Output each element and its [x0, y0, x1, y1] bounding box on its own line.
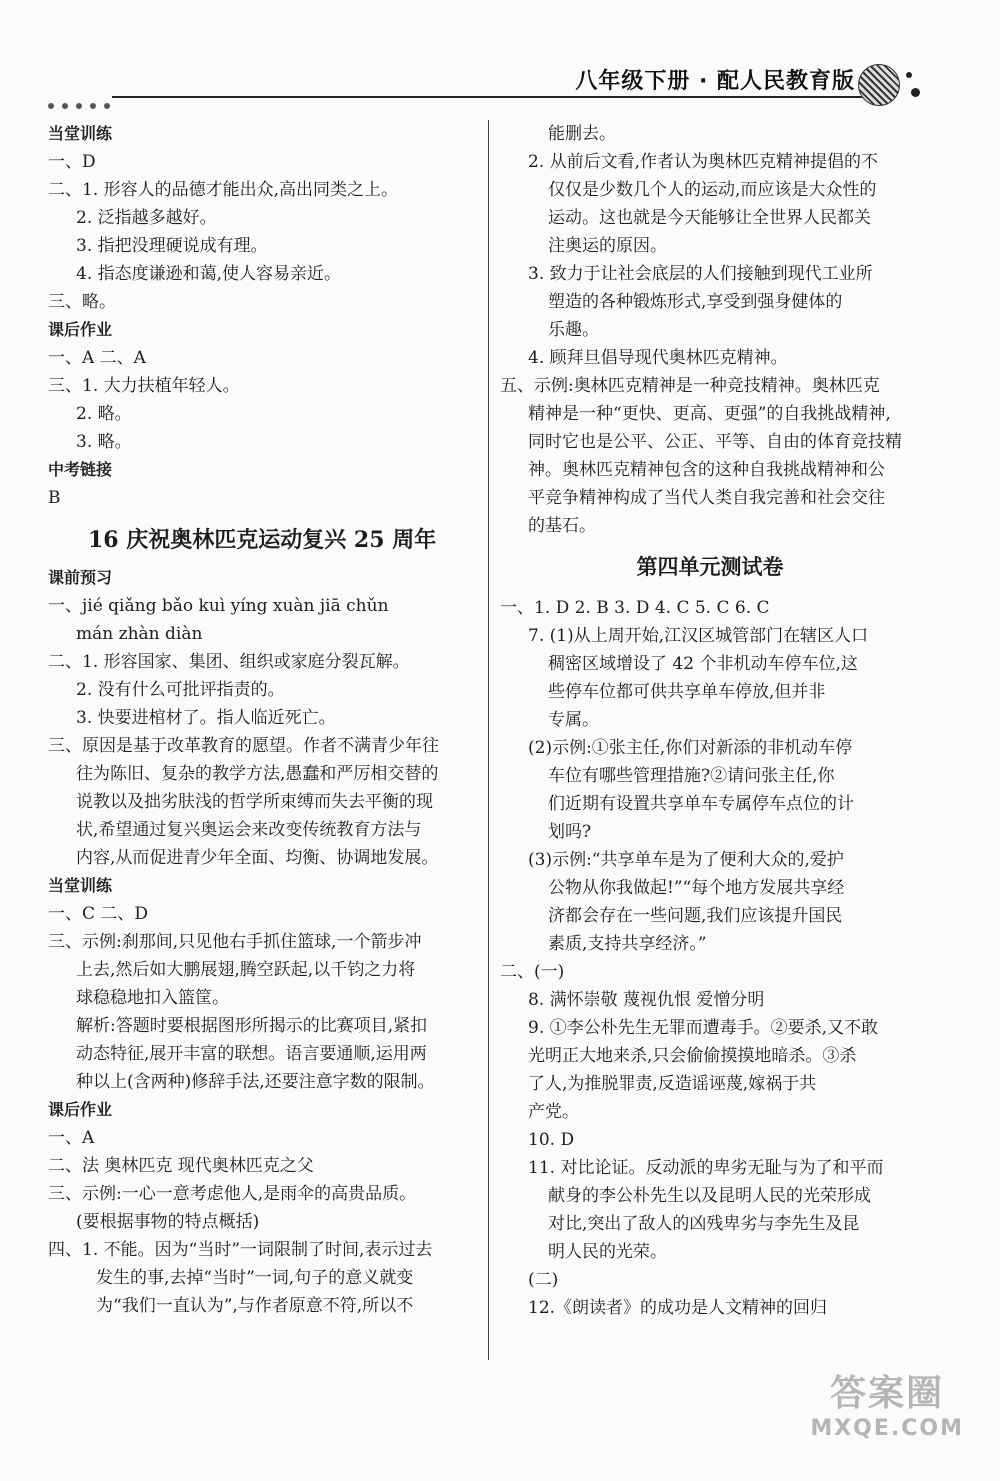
answer-line: 10. D: [528, 1130, 575, 1150]
answer-line: 状,希望通过复兴奥运会来改变传统教育方法与: [76, 820, 422, 840]
answer-line: 们近期有设置共享单车专属停车点位的计: [548, 794, 854, 814]
watermark-logo: [810, 1365, 964, 1441]
answer-line: 运动。这也就是今天能够让全世界人民都关: [548, 208, 871, 228]
section-heading: 当堂训练: [48, 876, 113, 895]
decorative-dot: [911, 88, 920, 97]
answer-line: 二、法 奥林匹克 现代奥林匹克之父: [48, 1156, 314, 1176]
answer-line: 仅仅是少数几个人的运动,而应该是大众性的: [548, 180, 877, 200]
answer-line: 上去,然后如大鹏展翅,腾空跃起,以千钧之力将: [76, 960, 416, 980]
answer-line: 五、示例:奥林匹克精神是一种竞技精神。奥林匹克: [500, 376, 880, 396]
answer-line: 神。奥林匹克精神包含的这种自我挑战精神和公: [528, 460, 885, 480]
answer-line: 光明正大地来杀,只会偷偷摸摸地暗杀。③杀: [528, 1046, 857, 1066]
answer-line: 一、A 二、A: [48, 348, 146, 368]
answer-line: 三、原因是基于改革教育的愿望。作者不满青少年往: [48, 736, 439, 756]
answer-line: 一、jié qiǎng bǎo kuì yíng xuàn jiā chǔn: [48, 596, 389, 616]
answer-line: 二、1. 形容国家、集团、组织或家庭分裂瓦解。: [48, 652, 410, 672]
section-heading: 课后作业: [48, 1100, 113, 1119]
answer-line: 对比,突出了敌人的凶残卑劣与李先生及昆: [548, 1214, 860, 1234]
answer-line: 同时它也是公平、公正、平等、自由的体育竞技精: [528, 432, 902, 452]
answer-line: 乐趣。: [548, 320, 599, 340]
answer-line: 一、D: [48, 152, 96, 172]
answer-line: 3. 略。: [76, 432, 132, 452]
answer-line: mán zhàn diàn: [76, 624, 203, 644]
answer-line: 四、1. 不能。因为“当时”一词限制了时间,表示过去: [48, 1240, 433, 1260]
answer-line: 些停车位都可供共享单车停放,但并非: [548, 682, 826, 702]
decorative-dot: [906, 72, 912, 78]
section-heading: 中考链接: [48, 460, 113, 479]
answer-line: 注奥运的原因。: [548, 236, 667, 256]
basketball-icon: [858, 64, 900, 106]
answer-line: 球稳稳地扣入篮筐。: [76, 988, 229, 1008]
answer-line: 一、C 二、D: [48, 904, 149, 924]
answer-line: 解析:答题时要根据图形所揭示的比赛项目,紧扣: [76, 1016, 428, 1036]
answer-line: 能删去。: [548, 124, 616, 144]
answer-line: 车位有哪些管理措施?②请问张主任,你: [548, 766, 835, 786]
answer-line: 2. 从前后文看,作者认为奥林匹克精神提倡的不: [528, 152, 879, 172]
header-rule: [112, 96, 882, 98]
answer-line: 平竞争精神构成了当代人类自我完善和社会交往: [528, 488, 885, 508]
answer-line: 塑造的各种锻炼形式,享受到强身健体的: [548, 292, 843, 312]
answer-line: (3)示例:“共享单车是为了便利大众的,爱护: [528, 850, 844, 870]
answer-line: 一、1. D 2. B 3. D 4. C 5. C 6. C: [500, 598, 770, 618]
answer-line: 二、1. 形容人的品德才能出众,高出同类之上。: [48, 180, 399, 200]
answer-line: 献身的李公朴先生以及昆明人民的光荣形成: [548, 1186, 871, 1206]
answer-line: 精神是一种“更快、更高、更强”的自我挑战精神,: [528, 404, 891, 424]
right-column: [500, 120, 920, 1322]
answer-line: 11. 对比论证。反动派的卑劣无耻与为了和平而: [528, 1158, 884, 1178]
answer-line: 2. 没有什么可批评指责的。: [76, 680, 285, 700]
answer-line: 4. 顾拜旦倡导现代奥林匹克精神。: [528, 348, 788, 368]
unit-test-title: 第四单元测试卷: [636, 555, 784, 579]
answer-line: 往为陈旧、复杂的教学方法,愚蠢和严厉相交替的: [76, 764, 439, 784]
answer-line: 内容,从而促进青少年全面、均衡、协调地发展。: [76, 848, 439, 868]
left-column: [48, 120, 488, 1320]
answer-line: 9. ①李公朴先生无罪而遭毒手。②要杀,又不敢: [528, 1018, 879, 1038]
answer-line: 产党。: [528, 1102, 579, 1122]
answer-line: 三、示例:一心一意考虑他人,是雨伞的高贵品质。: [48, 1184, 417, 1204]
answer-line: 了人,为推脱罪责,反造谣诬蔑,嫁祸于共: [528, 1074, 817, 1094]
lesson-title: 16 庆祝奥林匹克运动复兴 25 周年: [88, 527, 437, 553]
answer-line: 三、示例:刹那间,只见他右手抓住篮球,一个箭步冲: [48, 932, 422, 952]
answer-line: 说教以及拙劣肤浅的哲学所束缚而失去平衡的现: [76, 792, 433, 812]
answer-line: 12.《朗读者》的成功是人文精神的回归: [528, 1298, 828, 1318]
answer-line: (2)示例:①张主任,你们对新添的非机动车停: [528, 738, 853, 758]
answer-line: 2. 略。: [76, 404, 132, 424]
answer-line: 3. 快要进棺材了。指人临近死亡。: [76, 708, 336, 728]
watermark-url: MXQE.COM: [810, 1416, 964, 1441]
answer-line: (二): [528, 1270, 559, 1290]
answer-line: 三、略。: [48, 292, 116, 312]
answer-line: 二、(一): [500, 962, 565, 982]
answer-line: 的基石。: [528, 516, 596, 536]
column-divider: [488, 120, 489, 1360]
answer-line: 7. (1)从上周开始,江汉区城管部门在辖区人口: [528, 626, 869, 646]
section-heading: 当堂训练: [48, 124, 113, 143]
header-title: 八年级下册 · 配人民教育版: [575, 69, 855, 94]
answer-line: 素质,支持共享经济。”: [548, 934, 707, 954]
answer-line: 专属。: [548, 710, 599, 730]
answer-line: 为“我们一直认为”,与作者原意不符,所以不: [96, 1296, 414, 1316]
header-dots-decoration: [48, 94, 118, 104]
answer-line: 一、A: [48, 1128, 95, 1148]
answer-line: B: [48, 488, 61, 508]
answer-line: 发生的事,去掉“当时”一词,句子的意义就变: [96, 1268, 414, 1288]
answer-line: 3. 致力于让社会底层的人们接触到现代工业所: [528, 264, 873, 284]
answer-line: 3. 指把没理硬说成有理。: [76, 236, 268, 256]
answer-line: 4. 指态度谦逊和蔼,使人容易亲近。: [76, 264, 342, 284]
answer-line: 种以上(含两种)修辞手法,还要注意字数的限制。: [76, 1072, 435, 1092]
answer-line: 三、1. 大力扶植年轻人。: [48, 376, 240, 396]
answer-line: 稠密区域增设了 42 个非机动车停车位,这: [548, 654, 858, 674]
answer-line: 明人民的光荣。: [548, 1242, 667, 1262]
answer-line: 动态特征,展开丰富的联想。语言要通顺,运用两: [76, 1044, 427, 1064]
section-heading: 课前预习: [48, 568, 113, 587]
answer-line: 2. 泛指越多越好。: [76, 208, 217, 228]
answer-line: 济都会存在一些问题,我们应该提升国民: [548, 906, 843, 926]
answer-line: 划吗?: [548, 822, 592, 842]
answer-line: 公物从你我做起!”“每个地方发展共享经: [548, 878, 845, 898]
answer-line: (要根据事物的特点概括): [76, 1212, 260, 1232]
section-heading: 课后作业: [48, 320, 113, 339]
watermark-text: 答案圈: [830, 1373, 945, 1414]
answer-line: 8. 满怀崇敬 蔑视仇恨 爱憎分明: [528, 990, 765, 1010]
